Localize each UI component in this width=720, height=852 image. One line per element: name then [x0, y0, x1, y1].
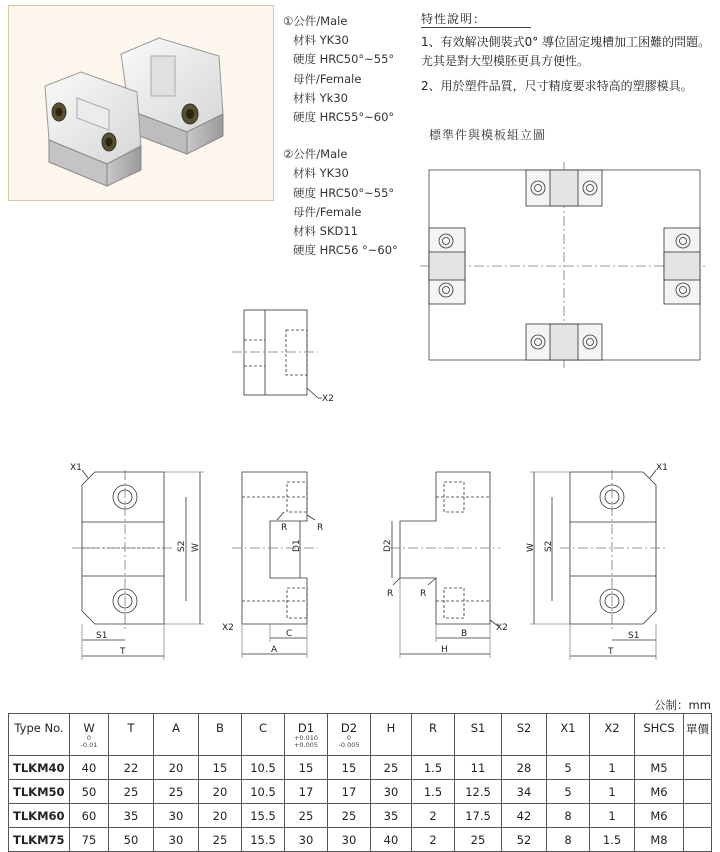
- cell: 30: [154, 828, 199, 852]
- feature-item: 2、用於塑件品質，尺寸精度要求特高的塑膠模具。: [421, 79, 693, 93]
- label-s1-right: S1: [628, 631, 640, 641]
- col-h: H: [371, 714, 412, 756]
- col-w-label: W: [83, 721, 95, 735]
- side-view-drawing: [232, 310, 322, 398]
- cell: 52: [502, 828, 547, 852]
- label-s2-left: S2: [177, 540, 187, 552]
- cell: TLKM40: [9, 756, 70, 780]
- col-w-tol-bottom: -0.01: [80, 741, 98, 749]
- table-header-row: [9, 714, 712, 756]
- spec-line: 材料 Yk30: [293, 90, 348, 105]
- cell: M5: [635, 756, 684, 780]
- cell: 15: [285, 756, 328, 780]
- table-row: [9, 804, 712, 828]
- label-x1-right: X1: [656, 463, 668, 473]
- table-row: [9, 828, 712, 852]
- label-w-right: W: [526, 543, 536, 552]
- cell: 25: [285, 804, 328, 828]
- spec-line: 硬度 HRC56 °~60°: [293, 243, 398, 258]
- col-d2: [328, 714, 371, 756]
- label-a: A: [271, 645, 278, 655]
- cell: 20: [154, 756, 199, 780]
- cell: 17.5: [455, 804, 502, 828]
- label-d1: D1: [292, 539, 302, 552]
- cell: 30: [154, 804, 199, 828]
- cell: 15: [328, 756, 371, 780]
- cell: 1.5: [412, 780, 455, 804]
- cell: 25: [154, 780, 199, 804]
- table-row: [9, 756, 712, 780]
- label-r-side-left: R: [281, 523, 288, 533]
- feature-item: 1、有效解决側裝式0° 導位固定塊槽加工困難的問題。尤其是對大型模胚更具方便性。: [421, 35, 711, 68]
- col-d2-tol-bottom: -0.005: [338, 741, 360, 749]
- col-d1-label: D1: [297, 721, 315, 735]
- cell: 50: [70, 780, 109, 804]
- cell: TLKM60: [9, 804, 70, 828]
- col-w: [70, 714, 109, 756]
- cell: [684, 804, 712, 828]
- cell: 11: [455, 756, 502, 780]
- front-view-male: [72, 470, 204, 660]
- spec-line: 母件/Female: [293, 204, 362, 219]
- cell: 25: [109, 780, 154, 804]
- label-b: B: [461, 629, 468, 639]
- col-r: R: [412, 714, 455, 756]
- label-c: C: [286, 629, 293, 639]
- cell: M6: [635, 804, 684, 828]
- col-c: C: [242, 714, 285, 756]
- label-r-female-left: R: [387, 589, 394, 599]
- col-a: A: [154, 714, 199, 756]
- cell: 5: [547, 780, 590, 804]
- assembly-drawing: [420, 162, 708, 368]
- cell: [684, 780, 712, 804]
- cell: 20: [199, 780, 242, 804]
- cell: 15: [199, 756, 242, 780]
- spec-table: [8, 713, 712, 852]
- label-x2-female: X2: [496, 623, 508, 633]
- cell: 25: [199, 828, 242, 852]
- cell: 40: [371, 828, 412, 852]
- label-w-left: W: [191, 543, 201, 552]
- cell: 35: [109, 804, 154, 828]
- cell: 8: [547, 828, 590, 852]
- cell: TLKM50: [9, 780, 70, 804]
- col-type-no: Type No.: [9, 714, 70, 756]
- label-d2: D2: [383, 539, 393, 552]
- col-b: B: [199, 714, 242, 756]
- col-shcs: SHCS: [635, 714, 684, 756]
- assembly-title: 標準件與模板組立圖: [429, 128, 547, 142]
- cell: 10.5: [242, 756, 285, 780]
- col-d2-tol-top: 0: [346, 734, 352, 742]
- cell: 30: [328, 828, 371, 852]
- cell: TLKM75: [9, 828, 70, 852]
- label-x2: X2: [322, 394, 334, 404]
- spec-line: 材料 SKD11: [293, 224, 358, 239]
- cell: 50: [109, 828, 154, 852]
- cell: 1: [590, 804, 635, 828]
- features-title: 特性說明：: [421, 12, 487, 26]
- unit-note: 公制：mm: [654, 698, 711, 712]
- cell: 15.5: [242, 804, 285, 828]
- cell: 12.5: [455, 780, 502, 804]
- cell: 17: [328, 780, 371, 804]
- cell: 1: [590, 756, 635, 780]
- col-s1: S1: [455, 714, 502, 756]
- cell: 30: [371, 780, 412, 804]
- cell: 1: [590, 780, 635, 804]
- cell: 22: [109, 756, 154, 780]
- label-r-side-right: R: [317, 523, 324, 533]
- cell: 8: [547, 804, 590, 828]
- cell: 15.5: [242, 828, 285, 852]
- col-d1-tol-top: +0.010: [293, 734, 319, 742]
- spec-line: 硬度 HRC50°~55°: [293, 52, 395, 67]
- cell: 2: [412, 804, 455, 828]
- spec-line: ①公件/Male: [283, 14, 348, 28]
- label-r-female-right: R: [420, 589, 427, 599]
- cell: 30: [285, 828, 328, 852]
- cell: 5: [547, 756, 590, 780]
- cell: [684, 828, 712, 852]
- cell: 35: [371, 804, 412, 828]
- front-view-female: [530, 470, 666, 660]
- col-t: T: [109, 714, 154, 756]
- cell: 60: [70, 804, 109, 828]
- spec-line: 硬度 HRC55°~60°: [293, 110, 395, 125]
- label-x2-side: X2: [222, 623, 234, 633]
- side-view-male: [232, 472, 318, 658]
- col-x1: X1: [547, 714, 590, 756]
- cell: 34: [502, 780, 547, 804]
- col-x2: X2: [590, 714, 635, 756]
- spec-line: ②公件/Male: [283, 147, 348, 162]
- label-h: H: [441, 645, 448, 655]
- cell: [684, 756, 712, 780]
- cell: 42: [502, 804, 547, 828]
- cell: 1.5: [590, 828, 635, 852]
- col-d1: [285, 714, 328, 756]
- cell: 1.5: [412, 756, 455, 780]
- spec-line: 材料 YK30: [293, 33, 349, 48]
- spec-line: 材料 YK30: [293, 166, 349, 181]
- col-w-tol-top: 0: [86, 734, 92, 742]
- col-d2-label: D2: [340, 721, 358, 735]
- side-view-female: [390, 472, 500, 658]
- spec-line: 硬度 HRC50°~55°: [293, 185, 395, 200]
- cell: 25: [455, 828, 502, 852]
- col-d1-tol-bottom: +0.005: [293, 741, 319, 749]
- cell: 75: [70, 828, 109, 852]
- label-s1-left: S1: [96, 631, 108, 641]
- spec-line: 母件/Female: [293, 71, 362, 86]
- label-x1-left: X1: [70, 463, 82, 473]
- cell: 10.5: [242, 780, 285, 804]
- cell: 20: [199, 804, 242, 828]
- table-row: [9, 780, 712, 804]
- cell: 28: [502, 756, 547, 780]
- cell: M8: [635, 828, 684, 852]
- cell: 25: [371, 756, 412, 780]
- label-t-left: T: [120, 647, 126, 657]
- col-s2: S2: [502, 714, 547, 756]
- col-unit-price: 單價: [684, 714, 712, 756]
- cell: M6: [635, 780, 684, 804]
- label-s2-right: S2: [544, 540, 554, 552]
- cell: 40: [70, 756, 109, 780]
- label-t-right: T: [608, 647, 614, 657]
- cell: 25: [328, 804, 371, 828]
- cell: 2: [412, 828, 455, 852]
- cell: 17: [285, 780, 328, 804]
